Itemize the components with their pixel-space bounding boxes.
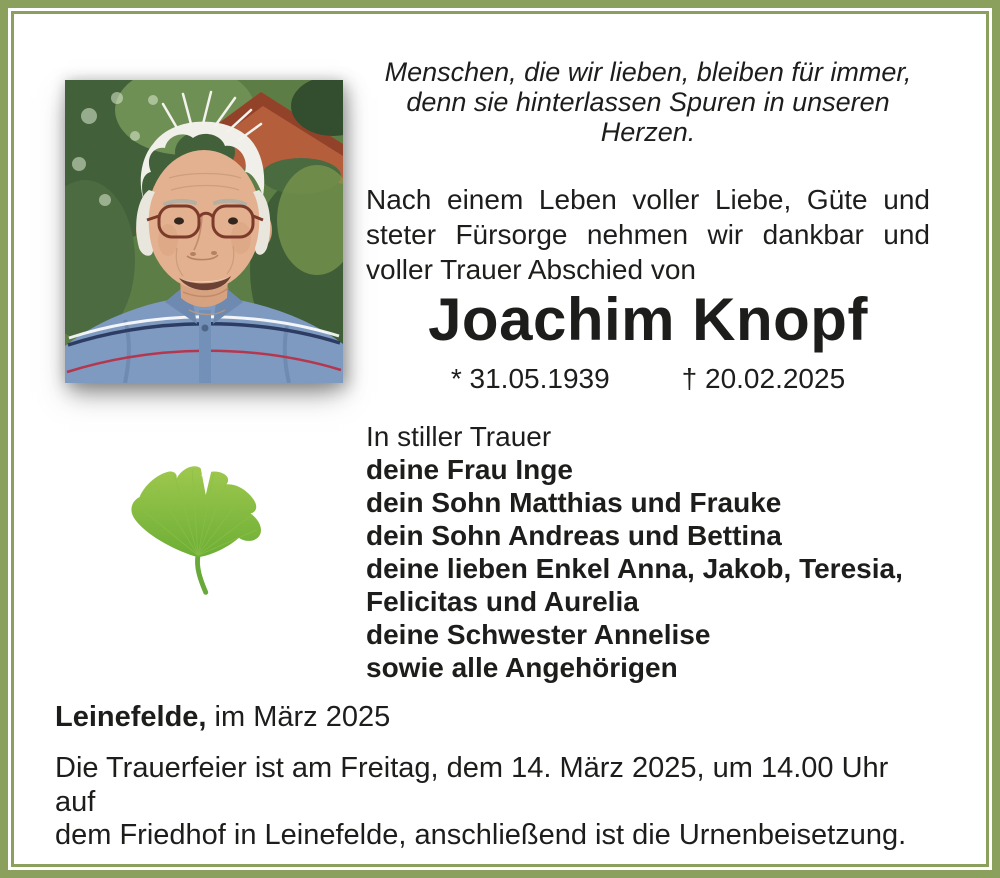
birth-date: * 31.05.1939 <box>450 363 610 394</box>
deceased-name: Joachim Knopf <box>428 286 868 353</box>
epitaph-quote: Menschen, die wir lieben, bleiben für immer, denn sie hinterlassen Spuren in unseren Herzen. <box>384 57 912 147</box>
farewell-text: Nach einem Leben voller Liebe, Güte und steter Fürsorge nehmen wir dankbar und voller Trauer Abschied von <box>366 184 930 285</box>
place-date-line <box>55 701 390 734</box>
notice-date: im März 2025 <box>206 701 391 733</box>
place-name: Leinefelde, <box>55 701 207 733</box>
life-dates <box>366 364 930 394</box>
ginkgo-leaf-image <box>124 460 270 605</box>
portrait-illustration <box>65 80 343 383</box>
mourners-block <box>366 420 930 684</box>
portrait-photo <box>65 80 343 383</box>
ginkgo-leaf-icon <box>124 460 270 605</box>
mourning-intro: In stiller Trauer <box>366 421 552 452</box>
mourners-list: deine Frau Inge dein Sohn Matthias und Frauke dein Sohn Andreas und Bettina deine lieben Enkel Anna, Jakob, Teresia, Felicitas und Aurelia deine Schwester Annelise sowie alle Angehörigen <box>366 454 903 683</box>
funeral-info: Die Trauerfeier ist am Freitag, dem 14. März 2025, um 14.00 Uhr auf dem Friedhof in Leinefelde, anschließend ist die Urnenbeisetzung. <box>55 752 907 851</box>
death-date: † 20.02.2025 <box>681 363 846 394</box>
